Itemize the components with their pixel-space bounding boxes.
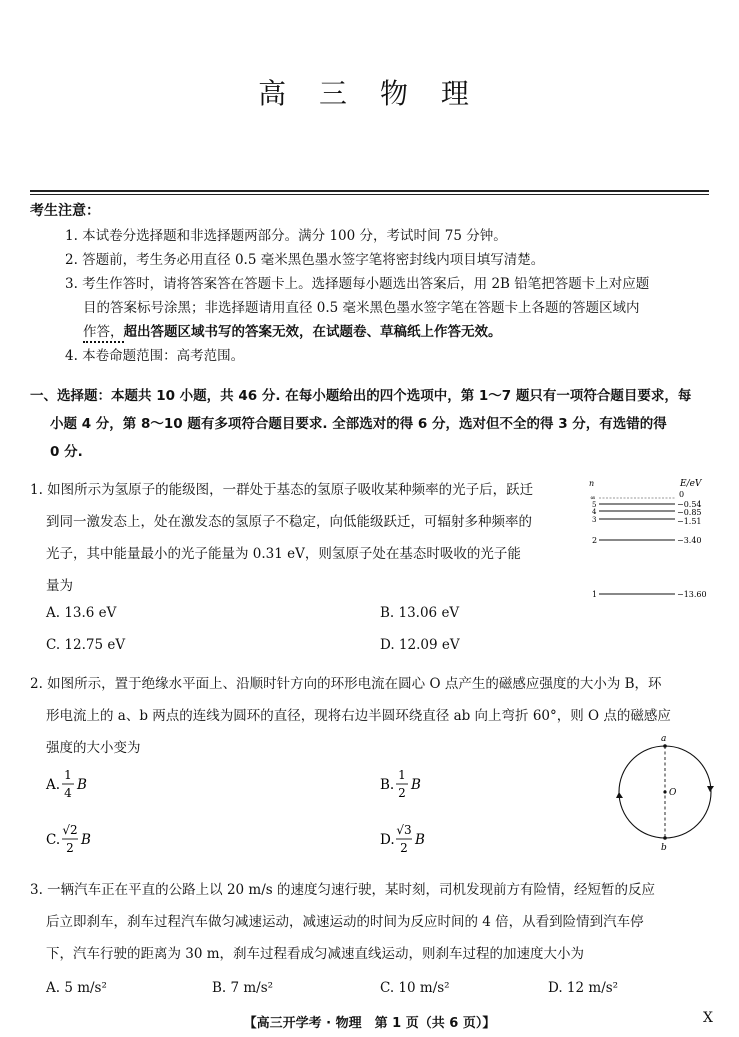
fraction-denominator: 2 bbox=[400, 841, 408, 855]
label-o: O bbox=[669, 788, 677, 798]
option-c-fraction bbox=[44, 820, 164, 860]
point-b bbox=[663, 836, 667, 840]
level-n-label: ∞ bbox=[590, 494, 596, 502]
fraction-denominator: 2 bbox=[66, 841, 74, 855]
question-text: 1. 如图所示为氢原子的能级图，一群处于基态的氢原子吸收某种频率的光子后，跃迁 bbox=[30, 482, 534, 498]
option-variable: B bbox=[77, 777, 87, 793]
energy-level-diagram bbox=[585, 472, 720, 607]
section-heading: 0 分. bbox=[50, 444, 83, 460]
notice-warning: 超出答题区域书写的答案无效，在试题卷、草稿纸上作答无效。 bbox=[123, 324, 502, 340]
label-b: b bbox=[661, 843, 667, 853]
fraction-numerator: √2 bbox=[62, 823, 78, 837]
question-text: 强度的大小变为 bbox=[46, 740, 141, 756]
option: C. 10 m/s² bbox=[380, 980, 450, 996]
label-a: a bbox=[661, 734, 667, 744]
notice-item: 3. 考生作答时，请将答案答在答题卡上。选择题每小题选出答案后，用 2B 铅笔把答题卡上对应题 bbox=[65, 276, 650, 292]
option: D. 12 m/s² bbox=[548, 980, 619, 996]
current-direction-arrow bbox=[616, 792, 623, 798]
energy-axis-label: E/eV bbox=[680, 479, 702, 489]
divider bbox=[30, 190, 709, 192]
question-text: 量为 bbox=[46, 578, 73, 594]
level-energy-label: −13.60 bbox=[677, 590, 707, 599]
current-direction-arrow bbox=[707, 786, 714, 792]
section-heading: 一、选择题：本题共 10 小题，共 46 分. 在每小题给出的四个选项中，第 1～7 题只有一项符合题目要求，每 bbox=[30, 388, 692, 404]
question-text: 3. 一辆汽车正在平直的公路上以 20 m/s 的速度匀速行驶，某时刻，司机发现前方有险情，经短暂的反应 bbox=[30, 882, 655, 898]
option: B. 7 m/s² bbox=[212, 980, 274, 996]
notice-item: 1. 本试卷分选择题和非选择题两部分。满分 100 分，考试时间 75 分钟。 bbox=[65, 228, 507, 244]
fraction-numerator: 1 bbox=[398, 768, 406, 782]
divider bbox=[30, 194, 709, 195]
question-text: 到同一激发态上，处在激发态的氢原子不稳定，向低能级跃迁，可辐射多种频率的 bbox=[46, 514, 532, 530]
option-label: D. bbox=[380, 832, 395, 848]
option-a-fraction bbox=[44, 765, 164, 805]
option-variable: B bbox=[415, 832, 425, 848]
n-axis-label: n bbox=[589, 479, 595, 488]
option-label: C. bbox=[46, 832, 61, 848]
level-energy-label: −3.40 bbox=[677, 536, 702, 545]
level-n-label: 2 bbox=[592, 536, 598, 545]
notice-item: 4. 本卷命题范围：高考范围。 bbox=[65, 348, 245, 364]
level-n-label: 3 bbox=[592, 516, 597, 524]
fraction-numerator: √3 bbox=[396, 823, 412, 837]
option: A. 13.6 eV bbox=[46, 605, 117, 621]
option-variable: B bbox=[411, 777, 421, 793]
option: D. 12.09 eV bbox=[380, 637, 460, 653]
notice-item-prefix: 作答， bbox=[83, 324, 124, 343]
notice-heading: 考生注意： bbox=[30, 203, 100, 219]
level-n-label: 5 bbox=[592, 501, 597, 509]
level-n-label: 1 bbox=[592, 590, 598, 599]
option-d-fraction bbox=[378, 820, 498, 860]
question-text: 下，汽车行驶的距离为 30 m，刹车过程看成匀减速直线运动，则刹车过程的加速度大小为 bbox=[46, 946, 585, 962]
level-energy-label: 0 bbox=[679, 490, 685, 499]
level-energy-label: −0.54 bbox=[677, 500, 702, 509]
point-o bbox=[663, 790, 666, 793]
notice-item bbox=[83, 320, 502, 340]
notice-item: 目的答案标号涂黑；非选择题请用直径 0.5 毫米黑色墨水签字笔在答题卡上各题的答题区域内 bbox=[83, 300, 640, 316]
option-label: A. bbox=[46, 777, 61, 793]
option: C. 12.75 eV bbox=[46, 637, 126, 653]
paper-code: X bbox=[703, 1010, 713, 1026]
fraction-numerator: 1 bbox=[64, 768, 72, 782]
option: B. 13.06 eV bbox=[380, 605, 460, 621]
level-energy-label: −0.85 bbox=[677, 508, 702, 517]
option-variable: B bbox=[81, 832, 91, 848]
section-heading: 小题 4 分，第 8～10 题有多项符合题目要求. 全部选对的得 6 分，选对但不全的得 3 分，有选错的得 bbox=[50, 416, 667, 432]
question-text: 光子，其中能量最小的光子能量为 0.31 eV，则氢原子处在基态时吸收的光子能 bbox=[46, 546, 521, 562]
page-footer: 【高三开学考 · 物理 第 1 页（共 6 页）】 bbox=[243, 1016, 496, 1031]
point-a bbox=[663, 744, 667, 748]
option-b-fraction bbox=[378, 765, 498, 805]
page-title: 高 三 物 理 bbox=[258, 77, 481, 110]
level-n-label: 4 bbox=[592, 508, 597, 516]
fraction-denominator: 2 bbox=[398, 786, 406, 800]
question-text: 2. 如图所示，置于绝缘水平面上、沿顺时针方向的环形电流在圆心 O 点产生的磁感应强度的大小为 B，环 bbox=[30, 676, 662, 692]
notice-item: 2. 答题前，考生务必用直径 0.5 毫米黑色墨水签字笔将密封线内项目填写清楚。 bbox=[65, 252, 545, 268]
question-text: 形电流上的 a、b 两点的连线为圆环的直径，现将右边半圆环绕直径 ab 向上弯折 60°，则 O 点的磁感应 bbox=[46, 708, 671, 724]
fraction-denominator: 4 bbox=[64, 786, 72, 800]
question-text: 后立即刹车，刹车过程汽车做匀减速运动，减速运动的时间为反应时间的 4 倍，从看到险情到汽车停 bbox=[46, 914, 644, 930]
level-energy-label: −1.51 bbox=[677, 517, 702, 526]
option-label: B. bbox=[380, 777, 395, 793]
ring-current-diagram bbox=[610, 728, 720, 853]
option: A. 5 m/s² bbox=[46, 980, 107, 996]
